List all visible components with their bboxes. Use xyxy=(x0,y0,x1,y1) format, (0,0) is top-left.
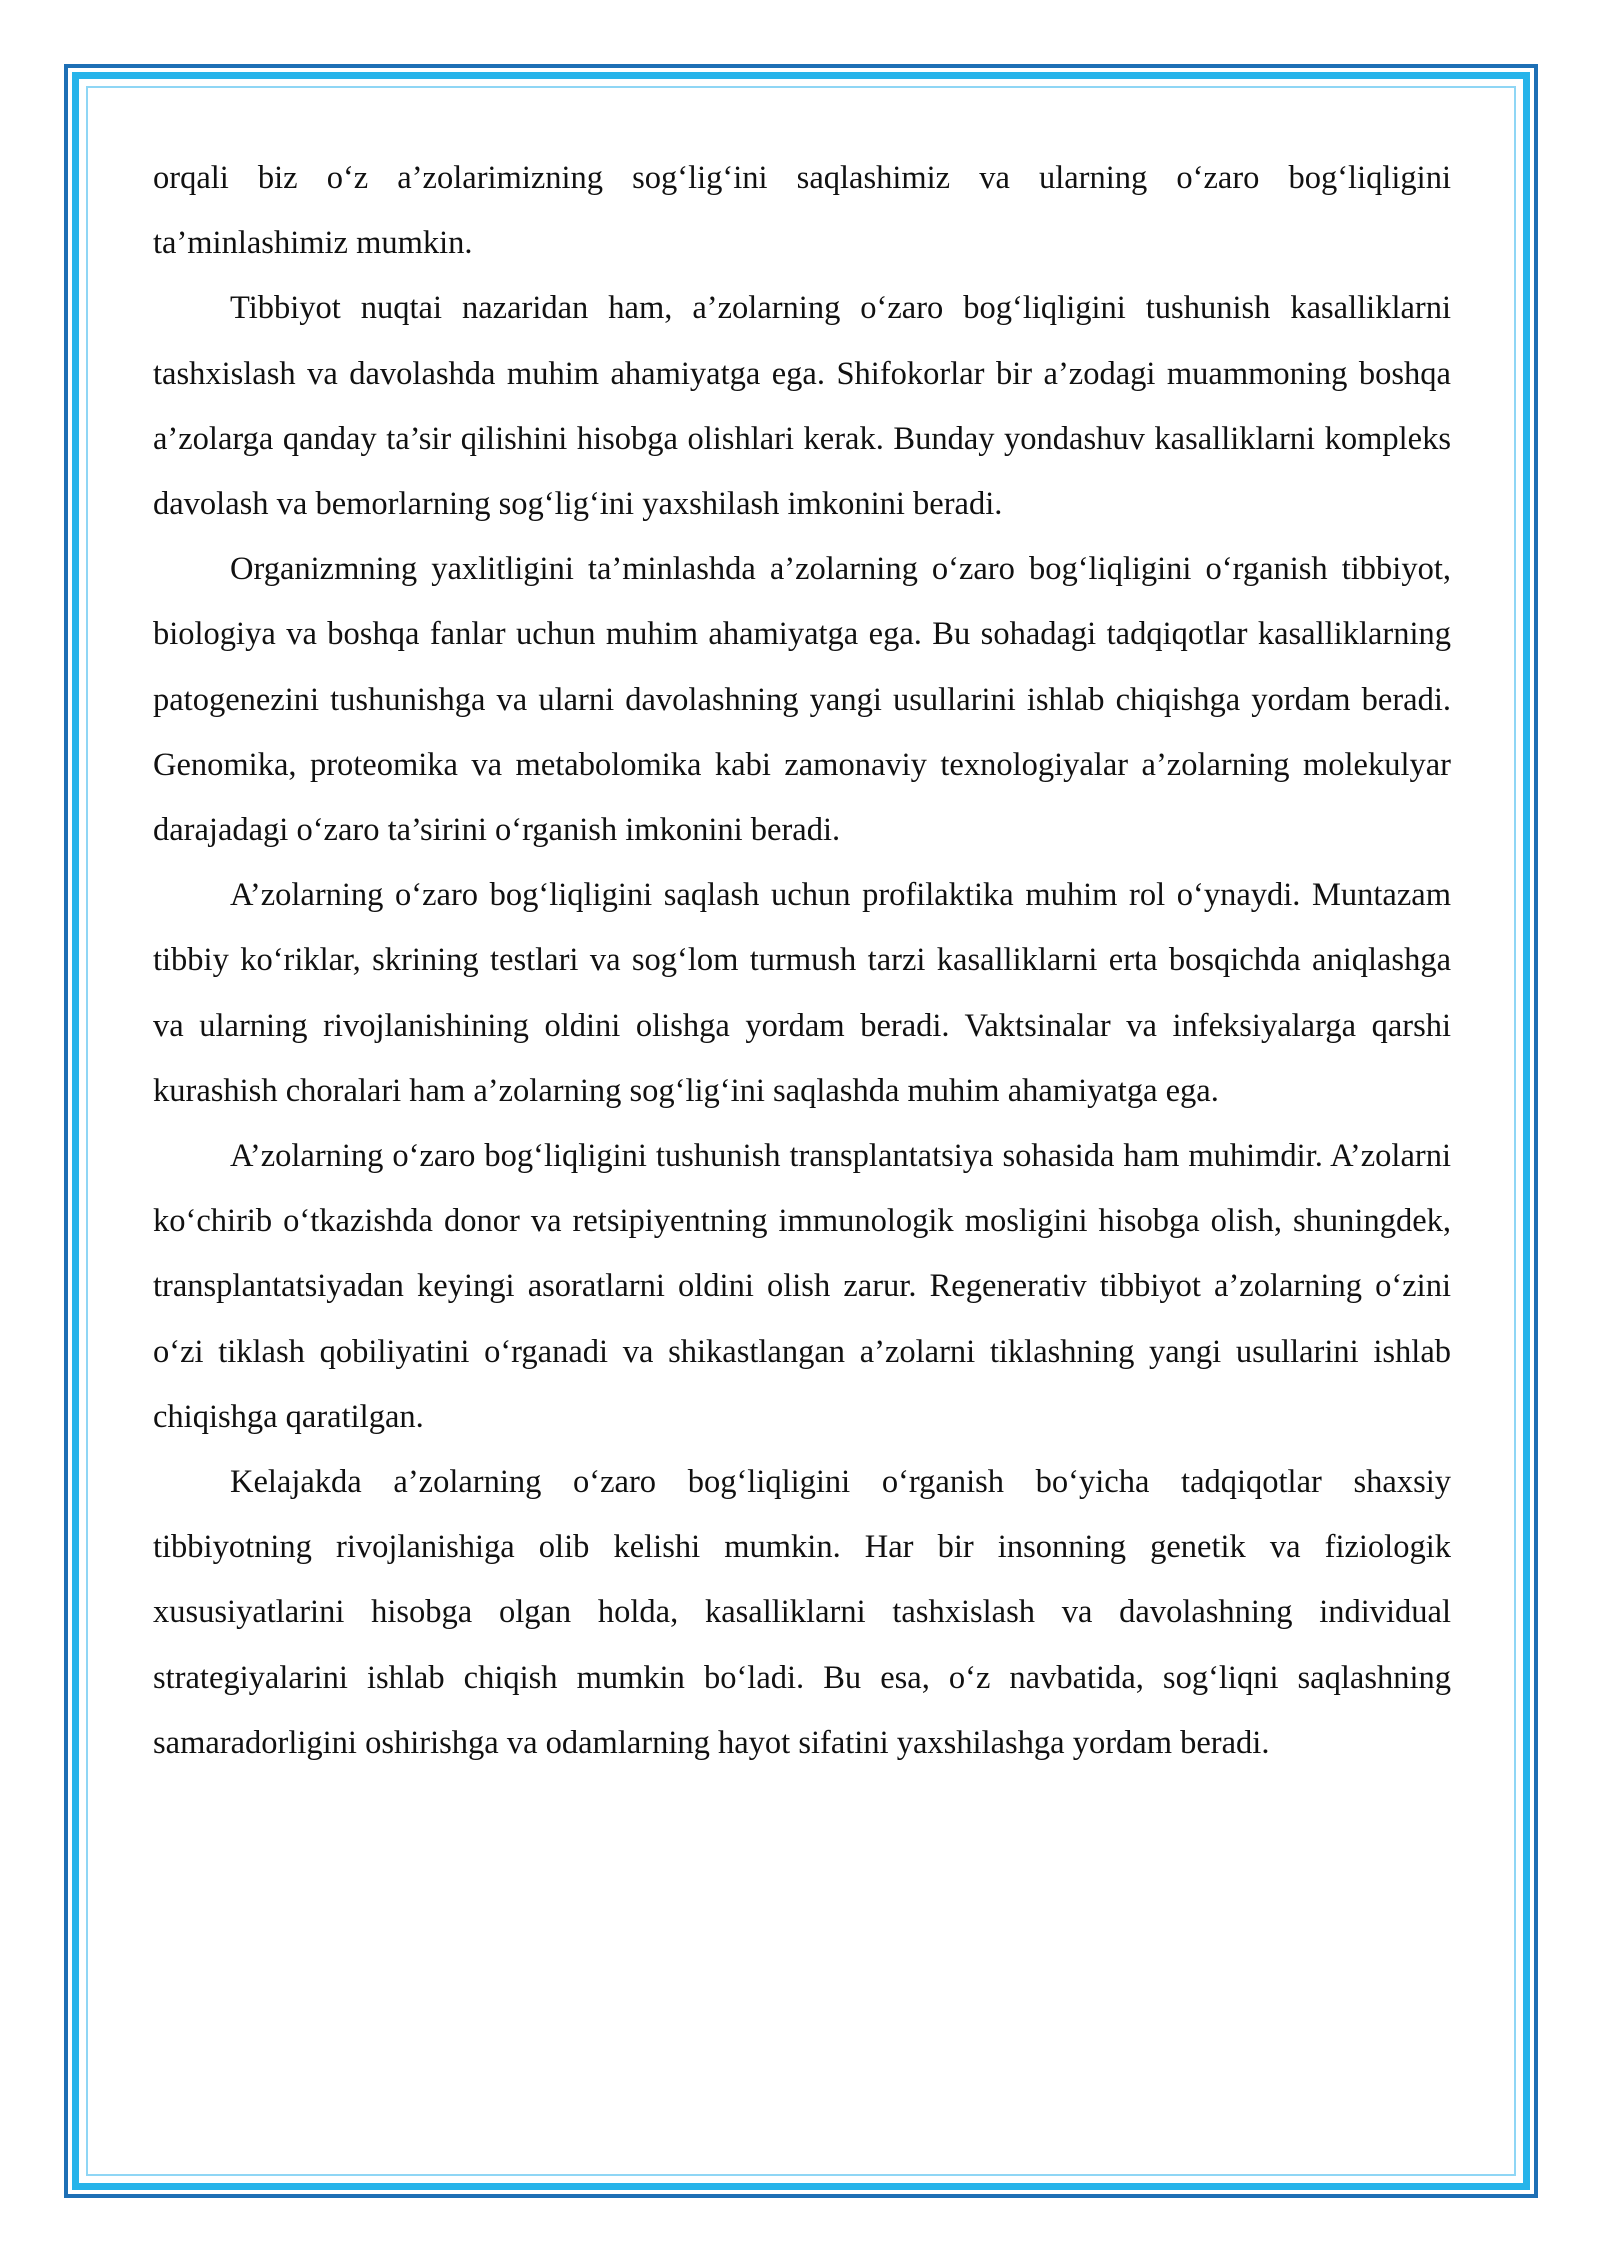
paragraph-future-research: Kelajakda a’zolarning o‘zaro bog‘liqligini o‘rganish bo‘yicha tadqiqotlar shaxsiy tibbiyotning rivojlanishiga olib kelishi mumkin. Har bir insonning genetik va fiziologik xususiyatlarini hisobga olgan holda, kasalliklarni tashxislash va davolashning individual strategiyalarini ishlab chiqish mumkin bo‘ladi. Bu esa, o‘z navbatida, sog‘liqni saqlashning samaradorligini oshirishga va odamlarning hayot sifatini yaxshilashga yordam beradi. xyxy=(153,1464,1451,1761)
paragraph-medical-perspective: Tibbiyot nuqtai nazaridan ham, a’zolarning o‘zaro bog‘liqligini tushunish kasalliklarni tashxislash va davolashda muhim ahamiyatga ega. Shifokorlar bir a’zodagi muammoning boshqa a’zolarga qanday ta’sir qilishini hisobga olishlari kerak. Bunday yondashuv kasalliklarni kompleks davolash va bemorlarning sog‘lig‘ini yaxshilash imkonini beradi. xyxy=(153,290,1451,523)
paragraph-organism-integrity: Organizmning yaxlitligini ta’minlashda a’zolarning o‘zaro bog‘liqligini o‘rganish tibbiyot, biologiya va boshqa fanlar uchun muhim ahamiyatga ega. Bu sohadagi tadqiqotlar kasalliklarning patogenezini tushunishga va ularni davolashning yangi usullarini ishlab chiqishga yordam beradi. Genomika, proteomika va metabolomika kabi zamonaviy texnologiyalar a’zolarning molekulyar darajadagi o‘zaro ta’sirini o‘rganish imkonini beradi. xyxy=(153,551,1451,849)
paragraph-prevention: A’zolarning o‘zaro bog‘liqligini saqlash uchun profilaktika muhim rol o‘ynaydi. Muntazam tibbiy ko‘riklar, skrining testlari va sog‘lom turmush tarzi kasalliklarni erta bosqichda aniqlashga va ularning rivojlanishining oldini olishga yordam beradi. Vaktsinalar va infeksiyalarga qarshi kurashish choralari ham a’zolarning sog‘lig‘ini saqlashda muhim ahamiyatga ega. xyxy=(153,877,1451,1109)
paragraph-transplantation: A’zolarning o‘zaro bog‘liqligini tushunish transplantatsiya sohasida ham muhimdir. A’zolarni ko‘chirib o‘tkazishda donor va retsipiyentning immunologik mosligini hisobga olish, shuningdek, transplantatsiyadan keyingi asoratlarni oldini olish zarur. Regenerativ tibbiyot a’zolarning o‘zini o‘zi tiklash qobiliyatini o‘rganadi va shikastlangan a’zolarni tiklashning yangi usullarini ishlab chiqishga qaratilgan. xyxy=(153,1138,1451,1435)
paragraph-continuation: orqali biz o‘z a’zolarimizning sog‘lig‘ini saqlashimiz va ularning o‘zaro bog‘liqligini ta’minlashimiz mumkin. xyxy=(153,160,1451,262)
document-body xyxy=(153,146,1451,1776)
